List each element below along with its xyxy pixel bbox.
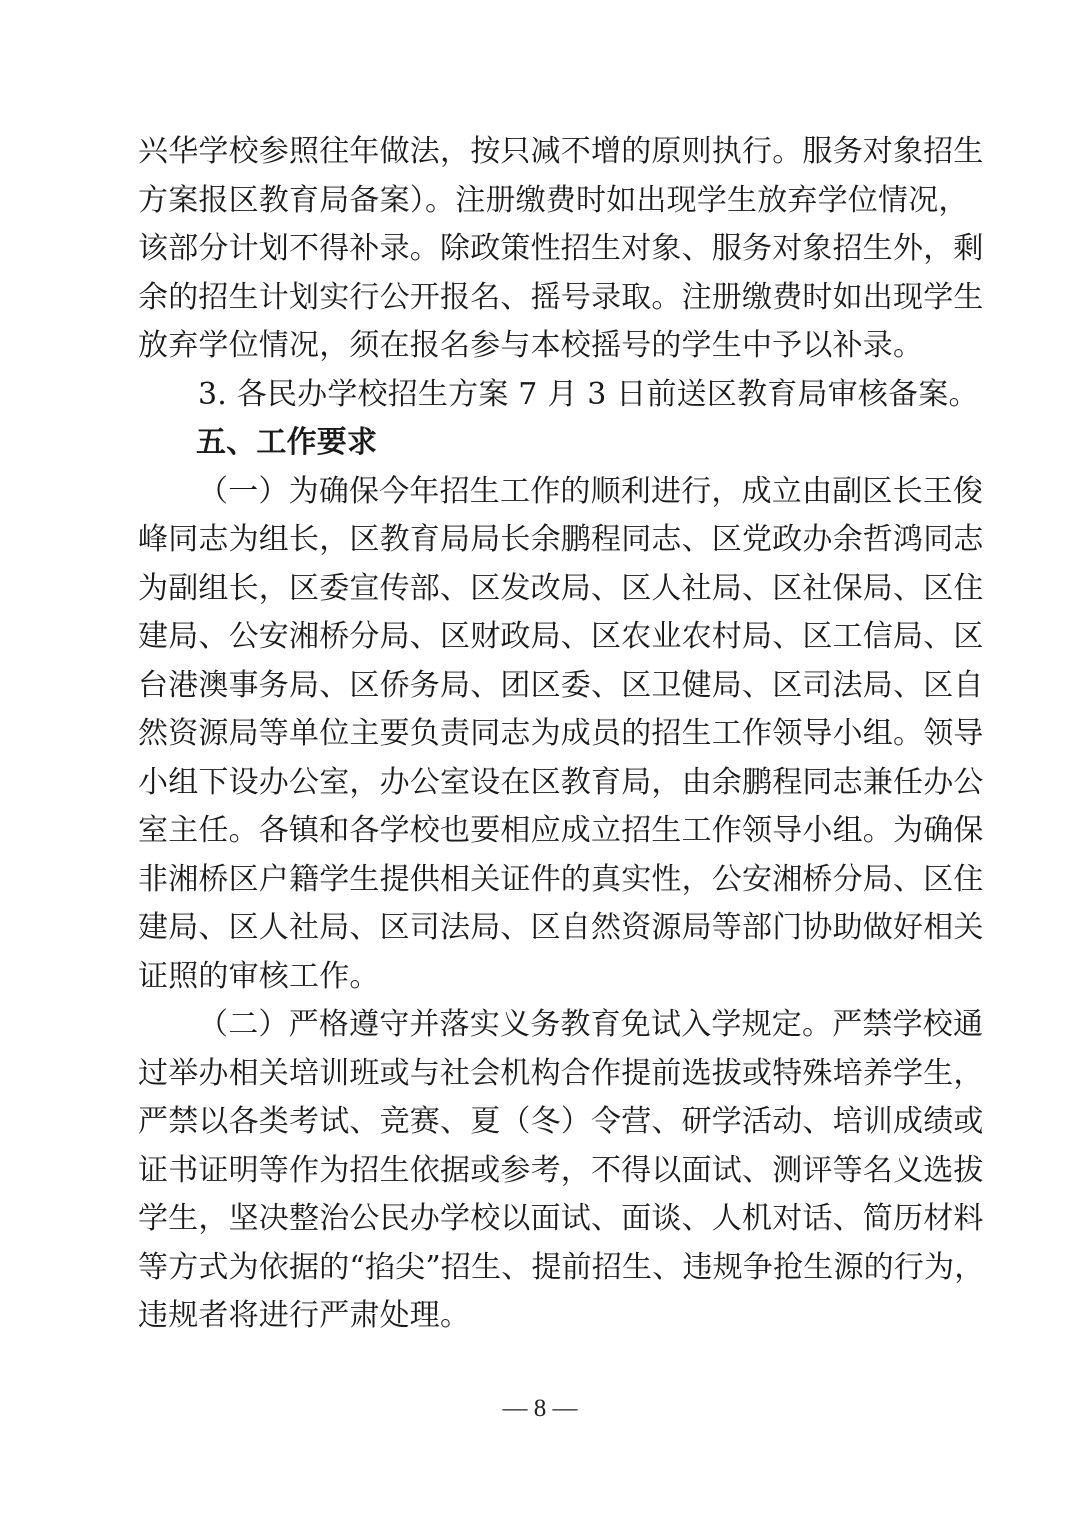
text-line: 方案报区教育局备案）。注册缴费时如出现学生放弃学位情况， bbox=[138, 182, 969, 218]
text-line: （二）严格遵守并落实义务教育免试入学规定。严禁学校通 bbox=[198, 1007, 984, 1042]
page-number: — 8 — bbox=[502, 1395, 578, 1422]
text-line: 过举办相关培训班或与社会机构合作提前选拔或特殊培养学生， bbox=[138, 1055, 984, 1091]
text-line: 余的招生计划实行公开报名、摇号录取。注册缴费时如出现学生 bbox=[138, 279, 984, 315]
text-line: 违规者将进行严肃处理。 bbox=[138, 1298, 471, 1333]
text-line: 然资源局等单位主要负责同志为成员的招生工作领导小组。领导 bbox=[138, 716, 984, 751]
text-line: 放弃学位情况，须在报名参与本校摇号的学生中予以补录。 bbox=[138, 328, 924, 363]
text-line: 台港澳事务局、区侨务局、团区委、区卫健局、区司法局、区自 bbox=[138, 667, 984, 703]
text-line: 建局、区人社局、区司法局、区自然资源局等部门协助做好相关 bbox=[138, 910, 984, 945]
text-line: 严禁以各类考试、竞赛、夏（冬）令营、研学活动、培训成绩或 bbox=[138, 1104, 984, 1139]
text-line: 证书证明等作为招生依据或参考，不得以面试、测评等名义选拔 bbox=[138, 1152, 984, 1188]
text-line: 建局、公安湘桥分局、区财政局、区农业农村局、区工信局、区 bbox=[138, 619, 984, 654]
text-line: 室主任。各镇和各学校也要相应成立招生工作领导小组。为确保 bbox=[138, 813, 984, 848]
paragraph-private-school-deadline: 3. 各民办学校招生方案 7 月 3 日前送区教育局审核备案。 bbox=[198, 376, 979, 412]
text-line: 小组下设办公室，办公室设在区教育局，由余鹏程同志兼任办公 bbox=[138, 764, 984, 800]
text-line: 证照的审核工作。 bbox=[138, 958, 380, 994]
text-line: 峰同志为组长，区教育局局长余鹏程同志、区党政办余哲鸿同志 bbox=[138, 522, 984, 557]
document-body bbox=[138, 128, 985, 1341]
text-line: 非湘桥区户籍学生提供相关证件的真实性，公安湘桥分局、区住 bbox=[138, 861, 984, 897]
paragraph-leadership-group bbox=[138, 468, 984, 1002]
text-line: 该部分计划不得补录。除政策性招生对象、服务对象招生外，剩 bbox=[138, 231, 984, 266]
text-line: 为副组长，区委宣传部、区发改局、区人社局、区社保局、区住 bbox=[138, 570, 984, 606]
text-line: 学生，坚决整治公民办学校以面试、面谈、人机对话、简历材料 bbox=[138, 1201, 984, 1236]
paragraph-exam-free-admission bbox=[138, 1001, 985, 1341]
paragraph-enrollment-plan bbox=[138, 128, 984, 371]
text-line: 兴华学校参照往年做法，按只减不增的原则执行。服务对象招生 bbox=[138, 134, 984, 169]
text-line: 等方式为依据的“掐尖”招生、提前招生、违规争抢生源的行为， bbox=[138, 1249, 985, 1285]
text-line: （一）为确保今年招生工作的顺利进行，成立由副区长王俊 bbox=[198, 473, 984, 509]
section-heading-work-requirements: 五、工作要求 bbox=[196, 425, 378, 460]
